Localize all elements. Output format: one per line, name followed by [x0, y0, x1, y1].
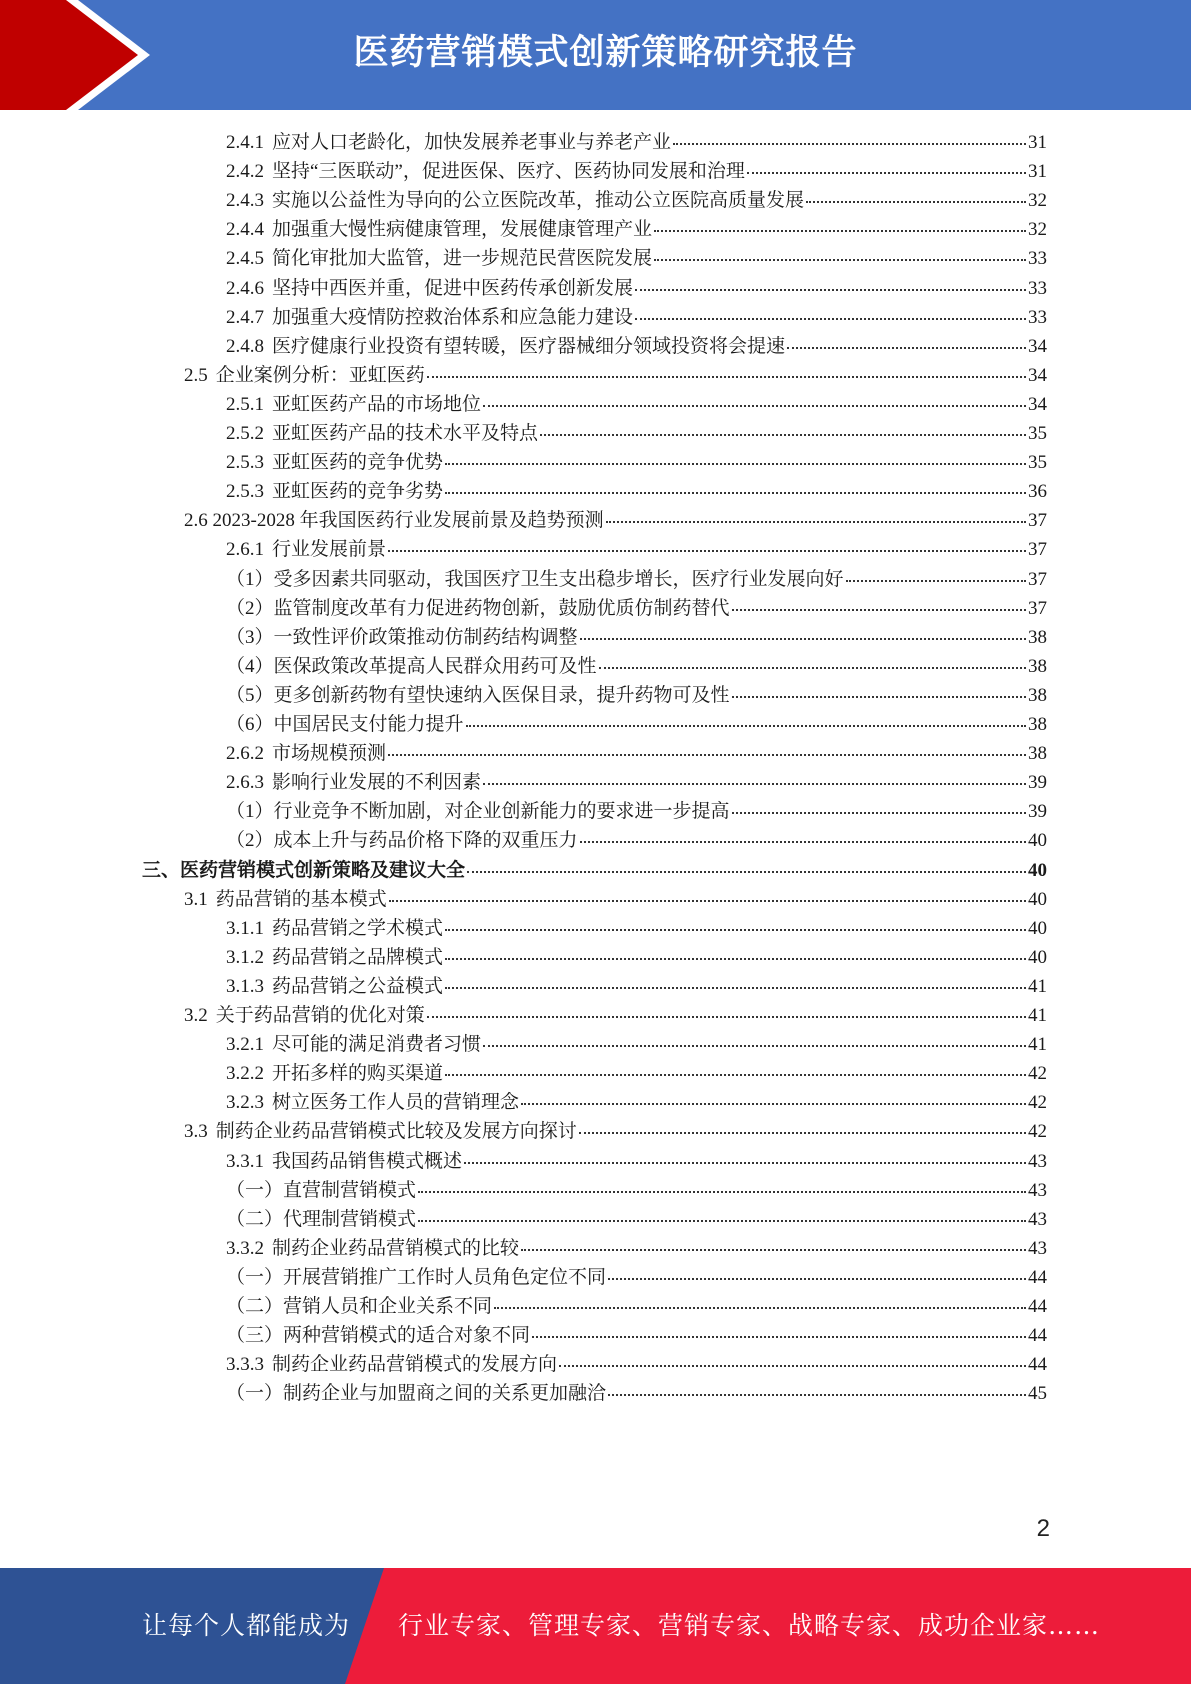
toc-entry-page: 36: [1028, 481, 1047, 503]
toc-entry-number: 2.4.2: [226, 161, 264, 183]
toc-entry[interactable]: [184, 1116, 1047, 1147]
toc-entry-title: 行业发展前景: [272, 539, 387, 561]
toc-entry-page: 38: [1028, 655, 1047, 677]
toc-entry-number: 2.4.5: [226, 248, 264, 270]
toc-entry-title: 制药企业药品营销模式比较及发展方向探讨: [215, 1121, 577, 1143]
toc-entry-number: 3.3.3: [226, 1354, 264, 1376]
toc-entry-page: 41: [1028, 1034, 1047, 1056]
toc-entry-label: [226, 389, 481, 420]
toc-entry-title: 树立医务工作人员的营销理念: [272, 1092, 520, 1114]
toc-entry[interactable]: [226, 796, 1047, 827]
toc-entry[interactable]: [226, 651, 1047, 682]
toc-entry-page: 44: [1028, 1354, 1047, 1376]
toc-entry-title: 企业案例分析：亚虹医药: [215, 364, 425, 386]
toc-entry-label: [226, 1087, 519, 1118]
toc-entry-page: 43: [1028, 1150, 1047, 1172]
toc-entry-label: [226, 1262, 606, 1293]
toc-entry-label: [226, 1204, 416, 1235]
toc-entry-label: [226, 1320, 530, 1351]
toc-entry-page: 37: [1028, 568, 1047, 590]
toc-entry-page: 43: [1028, 1237, 1047, 1259]
toc-entry-title: （二）代理制营销模式: [226, 1208, 417, 1230]
toc-entry-page: 42: [1028, 1092, 1047, 1114]
toc-entry-label: [226, 534, 386, 565]
toc-entry-number: 3.2.2: [226, 1063, 264, 1085]
toc-entry-title: （4）医保政策改革提高人民群众用药可及性: [226, 655, 597, 677]
toc-entry-page: 35: [1028, 452, 1047, 474]
toc-entry-label: [184, 360, 425, 391]
toc-entry[interactable]: [226, 564, 1047, 595]
toc-entry-number: 3.3: [184, 1121, 208, 1143]
toc-entry[interactable]: [226, 767, 1047, 798]
toc-dot-leader: [608, 1394, 1026, 1396]
toc-dot-leader: [418, 1220, 1026, 1222]
toc-entry-title: 医疗健康行业投资有望转暖，医疗器械细分领域投资将会提速: [272, 335, 786, 357]
toc-dot-leader: [532, 1336, 1026, 1338]
toc-entry[interactable]: [226, 942, 1047, 973]
toc-entry-label: [226, 1029, 481, 1060]
toc-entry-page: 34: [1028, 393, 1047, 415]
toc-entry[interactable]: [226, 825, 1047, 856]
toc-entry[interactable]: [226, 738, 1047, 769]
toc-entry-title: （一）制药企业与加盟商之间的关系更加融洽: [226, 1383, 607, 1405]
toc-entry-number: 2.5.2: [226, 423, 264, 444]
toc-entry[interactable]: [226, 302, 1047, 333]
toc-dot-leader: [635, 289, 1026, 291]
toc-entry[interactable]: [226, 1087, 1047, 1118]
toc-entry-label: [226, 971, 443, 1002]
toc-entry[interactable]: [226, 331, 1047, 362]
toc-dot-leader: [747, 172, 1026, 174]
toc-entry-label: [226, 796, 730, 827]
toc-dot-leader: [559, 1365, 1026, 1367]
toc-entry-title: （3）一致性评价政策推动仿制药结构调整: [226, 626, 578, 648]
toc-entry-label: [226, 767, 481, 798]
toc-entry-page: 44: [1028, 1266, 1047, 1288]
toc-entry[interactable]: [142, 855, 1047, 886]
toc-dot-leader: [445, 1074, 1026, 1076]
toc-dot-leader: [521, 1103, 1026, 1105]
toc-entry[interactable]: [226, 1349, 1047, 1380]
toc-entry-page: 33: [1028, 248, 1047, 270]
toc-entry-page: 34: [1028, 335, 1047, 357]
toc-dot-leader: [787, 347, 1026, 349]
toc-entry-label: [226, 1378, 606, 1409]
toc-dot-leader: [494, 1307, 1026, 1309]
toc-entry-label: [226, 622, 578, 653]
toc-entry[interactable]: [184, 884, 1047, 915]
toc-entry-label: [226, 825, 578, 856]
toc-entry-title: 实施以公益性为导向的公立医院改革，推动公立医院高质量发展: [272, 190, 805, 212]
toc-entry-page: 38: [1028, 743, 1047, 765]
toc-entry-number: 3.3.2: [226, 1237, 264, 1259]
toc-entry-label: [184, 1000, 425, 1031]
toc-entry-label: [226, 1058, 443, 1089]
toc-entry[interactable]: [226, 476, 1047, 507]
toc-entry-page: 31: [1028, 161, 1047, 183]
toc-dot-leader: [635, 318, 1026, 320]
toc-entry-page: 43: [1028, 1208, 1047, 1230]
toc-entry[interactable]: [226, 447, 1047, 478]
toc-entry-title: 加强重大疫情防控救治体系和应急能力建设: [272, 306, 634, 328]
toc-dot-leader: [608, 1278, 1026, 1280]
toc-entry[interactable]: [226, 1058, 1047, 1089]
toc-entry-number: 2.6.1: [226, 539, 264, 561]
toc-entry-label: [226, 243, 652, 274]
toc-entry-page: 35: [1028, 423, 1047, 444]
toc-entry-page: 40: [1028, 888, 1047, 910]
toc-dot-leader: [466, 725, 1026, 727]
toc-entry-title: 亚虹医药的竞争劣势: [272, 481, 444, 503]
toc-entry-label: [226, 447, 443, 478]
toc-dot-leader: [445, 987, 1026, 989]
toc-dot-leader: [540, 434, 1026, 436]
toc-entry-label: [142, 855, 465, 886]
toc-entry-title: 亚虹医药产品的技术水平及特点: [272, 423, 539, 444]
toc-entry-title: 药品营销之品牌模式: [272, 946, 444, 968]
toc-entry-page: 31: [1028, 132, 1047, 153]
toc-entry[interactable]: [226, 913, 1047, 944]
toc-dot-leader: [580, 841, 1026, 843]
toc-entry-number: 2.6.2: [226, 743, 264, 765]
toc-entry-title: 简化审批加大监管，进一步规范民营医院发展: [272, 248, 653, 270]
toc-entry-number: 3.1: [184, 888, 208, 910]
toc-entry[interactable]: [226, 971, 1047, 1002]
toc-entry-number: 2.4.8: [226, 335, 264, 357]
toc-dot-leader: [445, 958, 1026, 960]
toc-entry-label: [226, 593, 730, 624]
toc-entry-page: 32: [1028, 219, 1047, 241]
toc-entry[interactable]: [226, 1029, 1047, 1060]
toc-entry[interactable]: [226, 185, 1047, 216]
toc-entry-label: [226, 127, 671, 158]
toc-entry-page: 33: [1028, 306, 1047, 328]
toc-entry-label: [226, 680, 730, 711]
toc-entry-page: 33: [1028, 277, 1047, 299]
toc-dot-leader: [806, 201, 1026, 203]
toc-entry-title: 关于药品营销的优化对策: [215, 1005, 425, 1026]
toc-entry-page: 37: [1028, 510, 1047, 532]
toc-dot-leader: [445, 929, 1026, 931]
toc-entry-label: [184, 884, 387, 915]
toc-entry-number: 2.5.1: [226, 393, 264, 415]
toc-entry-number: 2.4.1: [226, 132, 264, 153]
toc-dot-leader: [846, 580, 1026, 582]
toc-dot-leader: [388, 754, 1026, 756]
toc-entry[interactable]: [226, 1291, 1047, 1322]
toc-entry-title: 市场规模预测: [272, 743, 387, 765]
toc-entry-page: 38: [1028, 626, 1047, 648]
toc-entry-title: （三）两种营销模式的适合对象不同: [226, 1325, 531, 1347]
toc-entry-label: [226, 709, 464, 740]
toc-entry-number: 2.6.3: [226, 772, 264, 794]
toc-dot-leader: [521, 1249, 1026, 1251]
toc-entry-label: [226, 1146, 462, 1177]
toc-entry[interactable]: [226, 1204, 1047, 1235]
toc-entry-title: 亚虹医药的竞争优势: [272, 452, 444, 474]
toc-entry-title: 应对人口老龄化，加快发展养老事业与养老产业: [272, 132, 672, 153]
toc-dot-leader: [445, 492, 1026, 494]
toc-entry-page: 38: [1028, 684, 1047, 706]
toc-entry-label: [226, 913, 443, 944]
toc-entry-title: 加强重大慢性病健康管理，发展健康管理产业: [272, 219, 653, 241]
toc-entry-number: 2.4.3: [226, 190, 264, 212]
toc-dot-leader: [673, 143, 1026, 145]
toc-entry-label: [184, 505, 604, 536]
toc-entry-page: 40: [1028, 830, 1047, 852]
toc-entry-label: [226, 738, 386, 769]
toc-entry[interactable]: [226, 1175, 1047, 1206]
toc-entry-page: 39: [1028, 772, 1047, 794]
toc-dot-leader: [483, 783, 1026, 785]
toc-entry-title: 坚持中西医并重，促进中医药传承创新发展: [272, 277, 634, 299]
toc-entry-title: （一）开展营销推广工作时人员角色定位不同: [226, 1266, 607, 1288]
toc-entry-label: [226, 156, 745, 187]
toc-dot-leader: [654, 230, 1026, 232]
toc-entry-page: 40: [1028, 917, 1047, 939]
toc-entry-page: 41: [1028, 975, 1047, 997]
toc-entry-title: 制药企业药品营销模式的发展方向: [272, 1354, 558, 1376]
toc-entry[interactable]: [226, 243, 1047, 274]
toc-entry-title: 三、医药营销模式创新策略及建议大全: [142, 859, 466, 881]
toc-entry-label: [226, 1349, 557, 1380]
toc-entry-page: 42: [1028, 1063, 1047, 1085]
toc-entry-title: 尽可能的满足消费者习惯: [272, 1034, 482, 1056]
toc-dot-leader: [427, 376, 1026, 378]
toc-entry-title: 药品营销之公益模式: [272, 975, 444, 997]
report-title: 医药营销模式创新策略研究报告: [353, 33, 858, 73]
toc-entry[interactable]: [226, 709, 1047, 740]
toc-entry-number: 2.5.3: [226, 481, 264, 503]
toc-dot-leader: [418, 1191, 1026, 1193]
toc-dot-leader: [732, 609, 1026, 611]
toc-entry-number: 2.4.6: [226, 277, 264, 299]
toc-entry-number: 3.1.2: [226, 946, 264, 968]
toc-entry-title: 坚持“三医联动”，促进医保、医疗、医药协同发展和治理: [272, 161, 745, 183]
toc-entry[interactable]: [226, 1378, 1047, 1409]
toc-entry-label: [226, 1233, 519, 1264]
toc-entry-title: 我国药品销售模式概述: [272, 1150, 463, 1172]
toc-dot-leader: [599, 667, 1026, 669]
toc-entry-label: [184, 1116, 577, 1147]
toc-entry-number: 2.5.3: [226, 452, 264, 474]
toc-dot-leader: [388, 550, 1026, 552]
toc-entry-number: 3.2: [184, 1005, 208, 1026]
toc-entry[interactable]: [226, 534, 1047, 565]
toc-entry-page: 44: [1028, 1325, 1047, 1347]
toc-entry-number: 3.2.3: [226, 1092, 264, 1114]
toc-entry[interactable]: [226, 273, 1047, 304]
toc-dot-leader: [732, 812, 1026, 814]
toc-entry-page: 41: [1028, 1005, 1047, 1026]
toc-entry-title: 药品营销之学术模式: [272, 917, 444, 939]
toc-entry-label: [226, 214, 652, 245]
toc-dot-leader: [732, 696, 1026, 698]
toc-dot-leader: [606, 521, 1026, 523]
toc-entry-title: （一）直营制营销模式: [226, 1179, 417, 1201]
toc-entry[interactable]: [226, 418, 1047, 449]
toc-entry-title: （6）中国居民支付能力提升: [226, 714, 464, 735]
footer-roles: 行业专家、管理专家、营销专家、战略专家、成功企业家……: [398, 1611, 1101, 1640]
toc-dot-leader: [389, 900, 1026, 902]
toc-entry-label: [226, 1291, 492, 1322]
toc-dot-leader: [483, 1045, 1026, 1047]
page-footer: [0, 1568, 1191, 1684]
toc-entry-label: [226, 942, 443, 973]
toc-entry-number: 3.1.3: [226, 975, 264, 997]
toc-entry-label: [226, 331, 785, 362]
toc-entry[interactable]: [226, 680, 1047, 711]
toc-entry-page: 39: [1028, 801, 1047, 823]
toc-entry-page: 40: [1028, 859, 1047, 881]
toc-entry[interactable]: [226, 214, 1047, 245]
toc-entry-title: （2）成本上升与药品价格下降的双重压力: [226, 830, 578, 852]
toc-entry-page: 44: [1028, 1296, 1047, 1317]
toc-entry-title: 2.6 2023-2028 年我国医药行业发展前景及趋势预测: [184, 510, 604, 532]
toc-entry-page: 43: [1028, 1179, 1047, 1201]
toc-dot-leader: [654, 259, 1026, 261]
toc-entry-number: 3.1.1: [226, 917, 264, 939]
toc-entry-title: 影响行业发展的不利因素: [272, 772, 482, 794]
toc-entry-number: 3.3.1: [226, 1150, 264, 1172]
toc-entry-page: 38: [1028, 714, 1047, 735]
toc-entry-page: 42: [1028, 1121, 1047, 1143]
toc-entry-page: 32: [1028, 190, 1047, 212]
toc-entry-label: [226, 185, 804, 216]
toc-dot-leader: [467, 871, 1026, 873]
header-chevron: [0, 0, 138, 110]
toc-dot-leader: [483, 405, 1026, 407]
page-number: 2: [1036, 1515, 1050, 1542]
toc-entry[interactable]: [226, 156, 1047, 187]
toc-entry-label: [226, 302, 633, 333]
toc-dot-leader: [464, 1162, 1026, 1164]
toc-entry-page: 40: [1028, 946, 1047, 968]
toc-entry-title: 开拓多样的购买渠道: [272, 1063, 444, 1085]
toc-entry[interactable]: [226, 593, 1047, 624]
toc-entry[interactable]: [184, 505, 1047, 536]
toc-entry[interactable]: [226, 1262, 1047, 1293]
toc-dot-leader: [580, 638, 1026, 640]
toc-entry-number: 2.4.4: [226, 219, 264, 241]
toc-entry-label: [226, 273, 633, 304]
toc-entry-label: [226, 418, 538, 449]
toc-entry-title: （2）监管制度改革有力促进药物创新，鼓励优质仿制药替代: [226, 597, 730, 619]
toc-entry-number: 2.4.7: [226, 306, 264, 328]
toc-dot-leader: [579, 1132, 1026, 1134]
toc-entry[interactable]: [226, 1146, 1047, 1177]
toc-entry-title: （1）受多因素共同驱动，我国医疗卫生支出稳步增长，医疗行业发展向好: [226, 568, 844, 590]
toc-entry-page: 37: [1028, 597, 1047, 619]
toc-entry-number: 3.2.1: [226, 1034, 264, 1056]
toc-entry[interactable]: [226, 622, 1047, 653]
toc-entry-title: （5）更多创新药物有望快速纳入医保目录，提升药物可及性: [226, 684, 730, 706]
toc-entry-label: [226, 651, 597, 682]
toc-entry-title: 药品营销的基本模式: [215, 888, 387, 910]
toc-entry-page: 34: [1028, 364, 1047, 386]
toc-entry-page: 37: [1028, 539, 1047, 561]
toc-entry-label: [226, 1175, 416, 1206]
toc-entry-title: 制药企业药品营销模式的比较: [272, 1237, 520, 1259]
toc-entry[interactable]: [226, 1233, 1047, 1264]
toc-dot-leader: [427, 1016, 1026, 1018]
toc-entry-number: 2.5: [184, 364, 208, 386]
toc-entry-page: 45: [1028, 1383, 1047, 1405]
toc-entry[interactable]: [226, 1320, 1047, 1351]
toc-entry[interactable]: [226, 127, 1047, 158]
toc-entry-label: [226, 476, 443, 507]
toc-entry[interactable]: [184, 1000, 1047, 1031]
toc-entry[interactable]: [184, 360, 1047, 391]
toc-entry[interactable]: [226, 389, 1047, 420]
toc-entry-label: [226, 564, 844, 595]
toc-dot-leader: [445, 463, 1026, 465]
page-header: [0, 0, 1191, 110]
toc-entry-title: （二）营销人员和企业关系不同: [226, 1296, 493, 1317]
toc-entry-title: 亚虹医药产品的市场地位: [272, 393, 482, 415]
toc-entry-title: （1）行业竞争不断加剧，对企业创新能力的要求进一步提高: [226, 801, 730, 823]
footer-slogan: 让每个人都能成为: [142, 1611, 351, 1640]
